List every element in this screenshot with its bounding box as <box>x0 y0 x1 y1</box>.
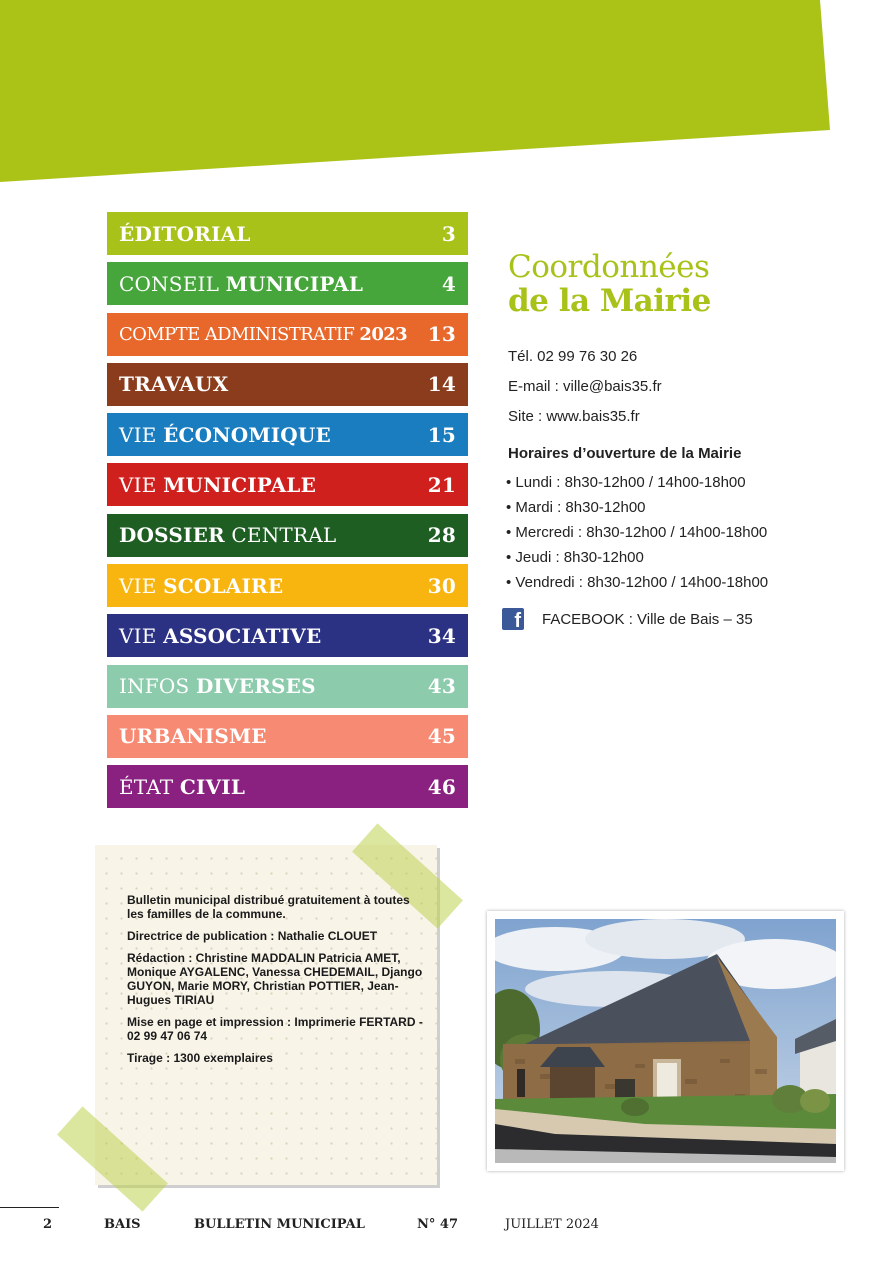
toc-item[interactable] <box>107 212 468 255</box>
toc-item-label-light: CENTRAL <box>224 523 337 548</box>
contact-website[interactable]: Site : www.bais35.fr <box>508 408 640 425</box>
toc-item-label <box>119 624 321 648</box>
credits-director: Directrice de publication : Nathalie CLOUET <box>127 929 378 943</box>
building-photo <box>495 919 836 1163</box>
toc-item-page: 13 <box>427 322 456 347</box>
footer-page-number: 2 <box>43 1217 53 1232</box>
hours-monday: • Lundi : 8h30-12h00 / 14h00-18h00 <box>506 474 746 491</box>
toc-item-label <box>119 775 245 799</box>
toc-item-label-bold: DIVERSES <box>195 674 316 699</box>
toc-item-label-light: CONSEIL <box>119 271 226 296</box>
toc-item-page: 15 <box>427 422 456 447</box>
toc-item-page: 34 <box>427 623 456 648</box>
toc-item-label <box>119 423 331 447</box>
toc-item[interactable] <box>107 262 468 305</box>
toc-item[interactable] <box>107 765 468 808</box>
photo-frame <box>487 911 844 1171</box>
contact-title-line2: de la Mairie <box>508 283 711 319</box>
toc-item-page: 21 <box>427 472 456 497</box>
toc-item-label-bold: 2023 <box>359 323 408 345</box>
toc-item-label-bold: ÉCONOMIQUE <box>163 422 331 447</box>
toc-item-page: 14 <box>427 372 456 397</box>
toc-item-label-bold: MUNICIPALE <box>163 472 317 497</box>
hours-tuesday: • Mardi : 8h30-12h00 <box>506 499 646 516</box>
credits-distribution: Bulletin municipal distribué gratuitement à toutes les familles de la commune. <box>127 893 410 921</box>
contact-title-line1: Coordonnées <box>508 249 710 285</box>
toc-item-label-bold: CIVIL <box>179 774 246 799</box>
toc-item-page: 43 <box>427 674 456 699</box>
facebook-label: FACEBOOK : Ville de Bais – 35 <box>542 610 753 628</box>
toc-item-label-bold: ÉDITORIAL <box>119 221 251 246</box>
footer-town: BAIS <box>104 1217 141 1232</box>
toc-item-label-light: VIE <box>119 623 164 648</box>
header-banner <box>0 0 892 190</box>
toc-item-label <box>119 523 336 547</box>
footer-date: JUILLET 2024 <box>505 1217 599 1232</box>
toc-item-label-bold: DOSSIER <box>119 523 225 548</box>
toc-item[interactable] <box>107 564 468 607</box>
contact-block <box>506 249 848 591</box>
toc-item-label <box>119 574 283 598</box>
toc-item-label-light: VIE <box>119 422 164 447</box>
toc-item-label-light: ÉTAT <box>119 774 180 799</box>
toc-item-label-light: COMPTE ADMINISTRATIF <box>119 323 360 345</box>
footer-publication: BULLETIN MUNICIPAL <box>194 1217 365 1232</box>
footer-rule <box>0 1207 59 1208</box>
toc-item-label-bold: TRAVAUX <box>119 372 229 397</box>
toc-item-label-bold: SCOLAIRE <box>163 573 284 598</box>
hours-wednesday: • Mercredi : 8h30-12h00 / 14h00-18h00 <box>506 524 768 541</box>
toc-item-label-bold: URBANISME <box>119 724 267 749</box>
credits-redaction: Rédaction : Christine MADDALIN Patricia AMET, Monique AYGALENC, Vanessa CHEDEMAIL, Django GUYON, Marie MORY, Christian POTTIER, Jean-Hugues TIRIAU <box>127 951 423 1007</box>
table-of-contents <box>107 212 468 816</box>
opening-hours-title: Horaires d’ouverture de la Mairie <box>508 445 742 462</box>
toc-item-label <box>119 724 267 748</box>
toc-item-label <box>119 372 228 396</box>
toc-item-label <box>119 473 316 497</box>
toc-item-label-light: VIE <box>119 573 164 598</box>
toc-item-label <box>119 272 363 296</box>
toc-item-label <box>119 324 407 345</box>
toc-item-label <box>119 674 316 698</box>
contact-email[interactable]: E-mail : ville@bais35.fr <box>508 378 662 395</box>
toc-item[interactable] <box>107 665 468 708</box>
toc-item[interactable] <box>107 514 468 557</box>
facebook-icon: f <box>502 608 524 630</box>
toc-item-page: 3 <box>441 221 456 246</box>
hours-friday: • Vendredi : 8h30-12h00 / 14h00-18h00 <box>506 574 769 591</box>
toc-item-label <box>119 222 251 246</box>
toc-item-page: 45 <box>427 724 456 749</box>
toc-item-page: 46 <box>427 774 456 799</box>
toc-item[interactable] <box>107 363 468 406</box>
toc-item-label-bold: MUNICIPAL <box>225 271 364 296</box>
toc-item-label-light: VIE <box>119 472 164 497</box>
credits-text <box>127 893 427 1073</box>
contact-phone: Tél. 02 99 76 30 26 <box>508 348 638 365</box>
hours-thursday: • Jeudi : 8h30-12h00 <box>506 549 644 566</box>
toc-item[interactable] <box>107 413 468 456</box>
toc-item[interactable] <box>107 463 468 506</box>
toc-item-label-bold: ASSOCIATIVE <box>163 623 322 648</box>
toc-item-page: 30 <box>427 573 456 598</box>
credits-print-run: Tirage : 1300 exemplaires <box>127 1051 273 1065</box>
toc-item[interactable] <box>107 614 468 657</box>
facebook-link[interactable] <box>502 608 753 630</box>
toc-item-page: 4 <box>441 271 456 296</box>
footer-issue: N° 47 <box>417 1217 458 1232</box>
credits-layout: Mise en page et impression : Imprimerie FERTARD - 02 99 47 06 74 <box>127 1015 423 1043</box>
toc-item[interactable] <box>107 313 468 356</box>
toc-item-page: 28 <box>427 523 456 548</box>
toc-item[interactable] <box>107 715 468 758</box>
toc-item-label-light: INFOS <box>119 674 196 699</box>
